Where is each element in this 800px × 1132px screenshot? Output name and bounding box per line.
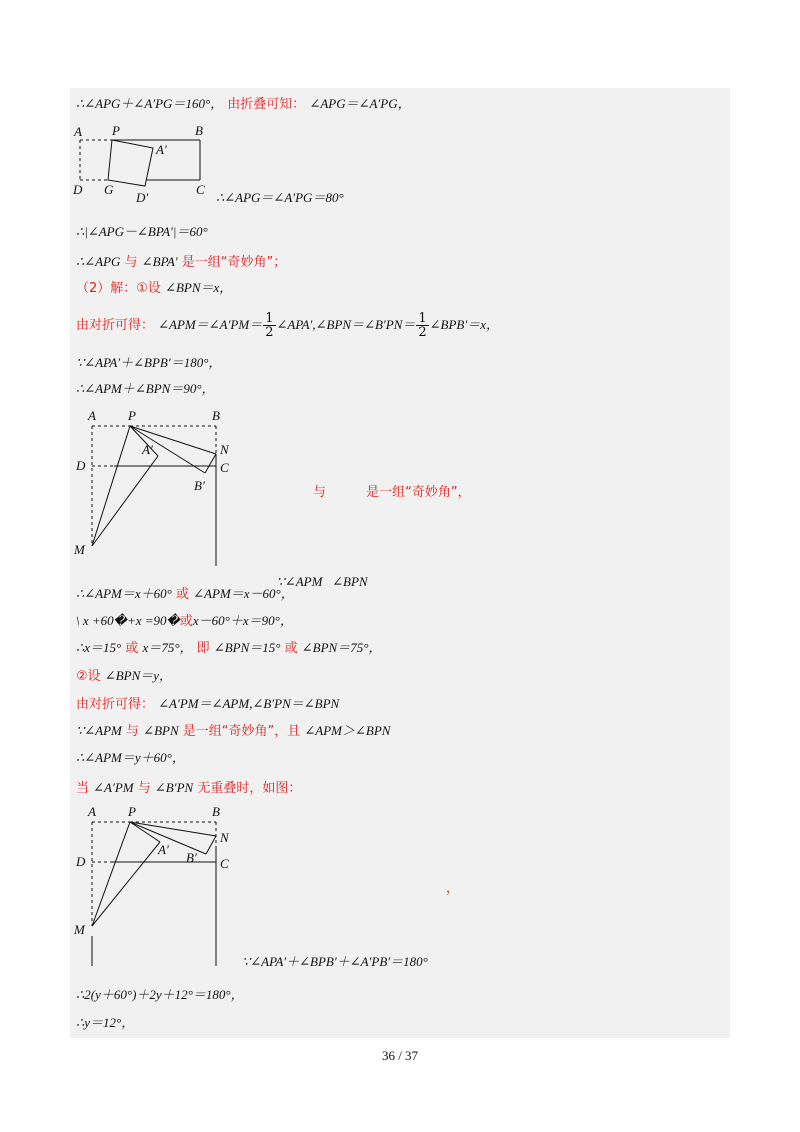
math-expr: ∴∠APG <box>76 254 121 269</box>
note-text: 或 <box>284 641 298 656</box>
math-expr: ∠A′PM <box>93 780 134 795</box>
text-line <box>76 695 339 714</box>
text-line <box>76 779 301 798</box>
note-text: 与 <box>313 485 327 500</box>
text-line <box>76 312 499 339</box>
solution-content <box>70 88 730 1038</box>
text-line <box>446 880 459 898</box>
math-expr: ∴∠APM＝y＋60°， <box>76 750 185 765</box>
note-text: 或 <box>125 641 139 656</box>
math-expr: ∠BPN＝y， <box>104 668 173 683</box>
note-text: 是一组“奇妙角”； <box>181 255 287 270</box>
math-expr: ∴∠APM＋∠BPN＝90°， <box>76 381 215 396</box>
fold-figure-2 <box>70 406 240 566</box>
text-line <box>76 1014 134 1033</box>
label-n: N <box>220 830 229 845</box>
label-a: A <box>88 408 96 423</box>
math-expr: ∵∠APA′＋∠BPB′＝180°， <box>76 355 222 370</box>
math-expr: \ x +60�+x =90� <box>76 613 180 628</box>
fraction <box>416 312 428 339</box>
note-text: （2）解：①设 <box>76 281 161 296</box>
label-d-prime: D′ <box>136 190 149 205</box>
text-line <box>76 279 232 298</box>
label-a-prime: A′ <box>156 142 167 157</box>
note-text: 或 <box>179 614 193 629</box>
note-text: 是一组“奇妙角”， <box>366 485 471 500</box>
text-line <box>76 354 221 373</box>
math-expr: ∴x＝15° <box>76 640 122 655</box>
label-c: C <box>196 182 205 197</box>
page-number: 36 / 37 <box>381 1048 419 1063</box>
text-line <box>76 253 286 272</box>
math-expr: ∴|∠APG－∠BPA′|＝60° <box>76 224 208 239</box>
note-text: 无重叠时，如图： <box>197 781 302 796</box>
label-b: B <box>212 408 220 423</box>
math-expr: ∴2(y＋60°)＋2y＋12°＝180°， <box>76 987 244 1002</box>
note-text: ， <box>446 881 460 896</box>
math-expr: ∠BPN＝15° <box>213 640 281 655</box>
math-expr: ∴∠APG＋∠A′PG＝160°， <box>76 96 224 111</box>
fraction-numerator: 1 <box>418 311 427 326</box>
label-g: G <box>104 182 114 197</box>
math-expr: ∠APG＝∠A′PG， <box>309 96 411 111</box>
label-p: P <box>128 408 136 423</box>
fold-figure-3 <box>70 806 240 976</box>
math-expr: ∠BPA′ <box>141 254 178 269</box>
math-expr: ∠BPN <box>143 723 179 738</box>
text-line <box>242 953 428 972</box>
label-m: M <box>74 922 85 937</box>
math-expr: x＝75°， <box>142 640 193 655</box>
fraction-denominator: 2 <box>418 325 427 340</box>
note-text: 由对折可得： <box>76 318 155 333</box>
label-a-prime: A′ <box>142 442 153 457</box>
label-m: M <box>74 542 85 557</box>
math-expr: ∠APM＝x－60°， <box>193 586 294 601</box>
label-b: B <box>195 123 203 138</box>
label-a: A <box>88 804 96 819</box>
note-text: 与 <box>124 255 138 270</box>
note-text: 当 <box>76 781 90 796</box>
text-line <box>76 639 381 658</box>
note-text: 是一组“奇妙角”，且 <box>182 724 301 739</box>
label-d: D <box>76 854 86 869</box>
math-expr: ∵∠APA′＋∠BPB′＋∠A′PB′＝180° <box>242 954 428 969</box>
fraction <box>263 312 275 339</box>
math-expr: ∴y＝12°， <box>76 1015 135 1030</box>
note-text: 与 <box>137 781 151 796</box>
label-b-prime: B′ <box>194 478 205 493</box>
label-p: P <box>128 804 136 819</box>
note-text: 由折叠可知： <box>227 97 306 112</box>
text-line <box>76 585 294 604</box>
note-text: 即 <box>196 641 210 656</box>
text-line <box>76 986 244 1005</box>
math-expr: ∠APM＝∠A′PM＝ <box>158 317 263 332</box>
label-b-prime: B′ <box>186 850 197 865</box>
label-d: D <box>76 458 86 473</box>
math-expr: x－60°＋x＝90°， <box>192 613 293 628</box>
text-line <box>76 667 172 686</box>
note-text: 与 <box>126 724 140 739</box>
math-expr: ∵∠APM ∠BPN <box>276 574 368 589</box>
text-line <box>216 189 344 208</box>
label-n: N <box>220 442 229 457</box>
math-expr: ∠A′PM＝∠APM,∠B′PN＝∠BPN <box>158 696 340 711</box>
text-line <box>76 95 411 114</box>
label-c: C <box>220 856 229 871</box>
math-expr: ∵∠APM <box>76 723 122 738</box>
math-expr: ∠B′PN <box>154 780 194 795</box>
math-expr: ∠APM＞∠BPN <box>304 723 391 738</box>
math-expr: ∠BPN＝x， <box>165 280 233 295</box>
label-a: A <box>74 124 82 139</box>
text-line <box>76 722 390 741</box>
text-line <box>313 484 471 502</box>
label-b: B <box>212 804 220 819</box>
text-line <box>76 380 215 399</box>
math-expr: ∠APA′,∠BPN＝∠B′PN＝ <box>276 317 416 332</box>
note-text: 由对折可得： <box>76 697 155 712</box>
label-d: D <box>73 182 83 197</box>
label-a-prime: A′ <box>158 842 169 857</box>
fraction-numerator: 1 <box>265 311 274 326</box>
text-line <box>76 223 208 242</box>
math-expr: ∠BPN＝75°， <box>301 640 382 655</box>
text-line <box>76 749 185 768</box>
text-line <box>76 612 293 631</box>
note-text: ②设 <box>76 669 101 684</box>
math-expr: ∴∠APM＝x＋60° <box>76 586 172 601</box>
note-text: 或 <box>175 587 189 602</box>
rectangle-fold-figure-1 <box>70 122 230 205</box>
math-expr: ∴∠APG＝∠A′PG＝80° <box>216 190 344 205</box>
fraction-denominator: 2 <box>265 325 274 340</box>
label-c: C <box>220 460 229 475</box>
math-expr: ∠BPB′＝x， <box>429 317 499 332</box>
label-p: P <box>112 123 120 138</box>
